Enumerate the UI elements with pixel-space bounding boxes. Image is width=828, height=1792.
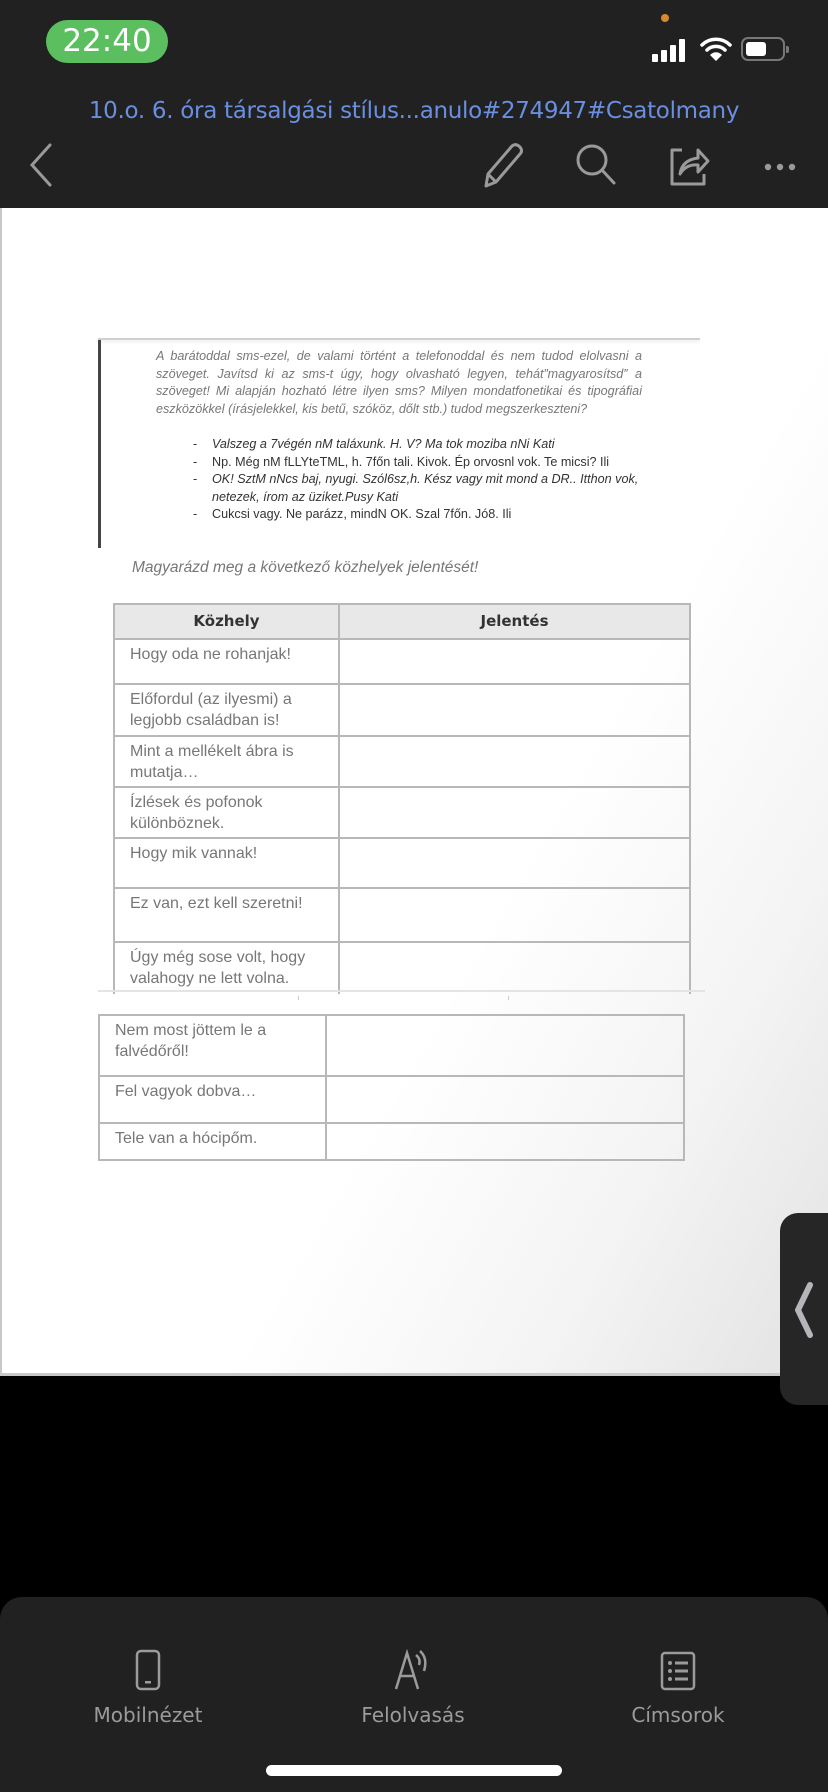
more-icon[interactable] [756, 140, 806, 190]
tab-read-aloud[interactable] [313, 1645, 513, 1727]
sms-item [190, 436, 650, 454]
side-panel-handle[interactable] [780, 1213, 828, 1405]
phrase-cell: Mint a mellékelt ábra is mutatja… [114, 736, 339, 787]
meaning-cell[interactable] [339, 639, 690, 684]
share-icon[interactable] [664, 140, 714, 190]
meaning-cell[interactable] [326, 1076, 684, 1123]
chevron-left-icon [792, 1281, 816, 1339]
task-instructions: A barátoddal sms-ezel, de valami történt a telefonoddal és nem tudod elolvasni a szöveget. Javítsd ki az sms-t úgy, hogy olvasható legyen, tehát”magyarosítsd” a szöveget! Mi alapján hozható létre ilyen sms? Milyen mondatfonetikai és tipográfiai eszközökkel (írásjelekkel, kis betű, szóköz, dőlt stb.) tudod megszerkeszteni? [156, 349, 642, 416]
top-bar [0, 0, 828, 208]
phrase-cell: Fel vagyok dobva… [99, 1076, 326, 1123]
table-subheading: Magyarázd meg a következő közhelyek jelentését! [132, 559, 479, 576]
table-row [114, 684, 690, 736]
header-kozhely: Közhely [114, 604, 339, 639]
phrase-cell: Nem most jöttem le a falvédőről! [99, 1015, 326, 1076]
sms-item [190, 454, 650, 472]
search-icon[interactable] [570, 140, 620, 190]
tab-label: Felolvasás [361, 1703, 465, 1727]
sms-text: Cukcsi vagy. Ne parázz, mindN OK. Szal 7főn. Jó8. Ili [212, 507, 512, 521]
phrase-cell: Ízlések és pofonok különböznek. [114, 787, 339, 838]
meaning-cell[interactable] [339, 787, 690, 838]
table-header-row [114, 604, 690, 639]
bottom-toolbar [0, 1597, 828, 1792]
phrase-cell: Tele van a hócipőm. [99, 1123, 326, 1160]
table-row [114, 838, 690, 888]
phrase-cell: Úgy még sose volt, hogy valahogy ne lett volna. [114, 942, 339, 994]
meaning-cell[interactable] [326, 1123, 684, 1160]
phrase-cell: Előfordul (az ilyesmi) a legjobb családban is! [114, 684, 339, 736]
meaning-cell[interactable] [339, 888, 690, 942]
task-left-bar [98, 340, 101, 548]
header-jelentes: Jelentés [339, 604, 690, 639]
status-time: 22:40 [46, 20, 168, 63]
bullet-dash: - [193, 437, 198, 451]
sms-text: Np. Még nM fLLYteTML, h. 7főn tali. Kivok. Ép orvosnl vok. Te micsi? Ili [212, 454, 610, 469]
tab-label: Mobilnézet [93, 1703, 203, 1727]
battery-icon [741, 37, 785, 61]
sms-item [190, 506, 650, 524]
back-chevron-left-icon[interactable] [20, 140, 70, 190]
table-row [114, 736, 690, 787]
phrases-table-continued [98, 1014, 685, 1161]
read-aloud-icon [392, 1649, 434, 1691]
wifi-icon [700, 36, 732, 62]
phone-icon [135, 1649, 161, 1691]
sms-list [190, 436, 650, 524]
page-break [98, 990, 705, 992]
task-top-rule [98, 338, 700, 340]
phrase-cell: Hogy oda ne rohanjak! [114, 639, 339, 684]
phrase-cell: Ez van, ezt kell szeretni! [114, 888, 339, 942]
document-title: 10.o. 6. óra társalgási stílus...anulo#274947#Csatolmany [88, 98, 740, 124]
sms-text: OK! SztM nNcs baj, nyugi. Szól6sz,h. Kész vagy mit mond a DR.. Itthon vok, netezek, írom az üziket.Pusy Kati [212, 472, 639, 504]
meaning-cell[interactable] [326, 1015, 684, 1076]
table-row [114, 787, 690, 838]
meaning-cell[interactable] [339, 736, 690, 787]
tab-label: Címsorok [631, 1703, 725, 1727]
meaning-cell[interactable] [339, 684, 690, 736]
home-indicator[interactable] [266, 1765, 562, 1776]
list-icon [660, 1651, 696, 1691]
phrases-table [113, 603, 691, 994]
sms-text: Valszeg a 7végén nM taláxunk. H. V? Ma tok moziba nNi Kati [212, 437, 555, 451]
sms-item [190, 471, 650, 506]
table-row [114, 942, 690, 994]
bullet-dash: - [193, 454, 198, 469]
page-break-tick [508, 996, 509, 1000]
tab-mobile-view[interactable] [48, 1645, 248, 1727]
signal-icon [652, 38, 690, 62]
bullet-dash: - [193, 507, 198, 521]
table-row [114, 888, 690, 942]
meaning-cell[interactable] [339, 942, 690, 994]
table-row [99, 1015, 684, 1076]
tab-headings[interactable] [578, 1645, 778, 1727]
mic-indicator-dot [661, 14, 669, 22]
bullet-dash: - [193, 472, 198, 486]
table-row [99, 1076, 684, 1123]
phrase-cell: Hogy mik vannak! [114, 838, 339, 888]
page-break-tick [298, 996, 299, 1000]
meaning-cell[interactable] [339, 838, 690, 888]
pencil-icon[interactable] [478, 140, 528, 190]
table-row [114, 639, 690, 684]
table-row [99, 1123, 684, 1160]
